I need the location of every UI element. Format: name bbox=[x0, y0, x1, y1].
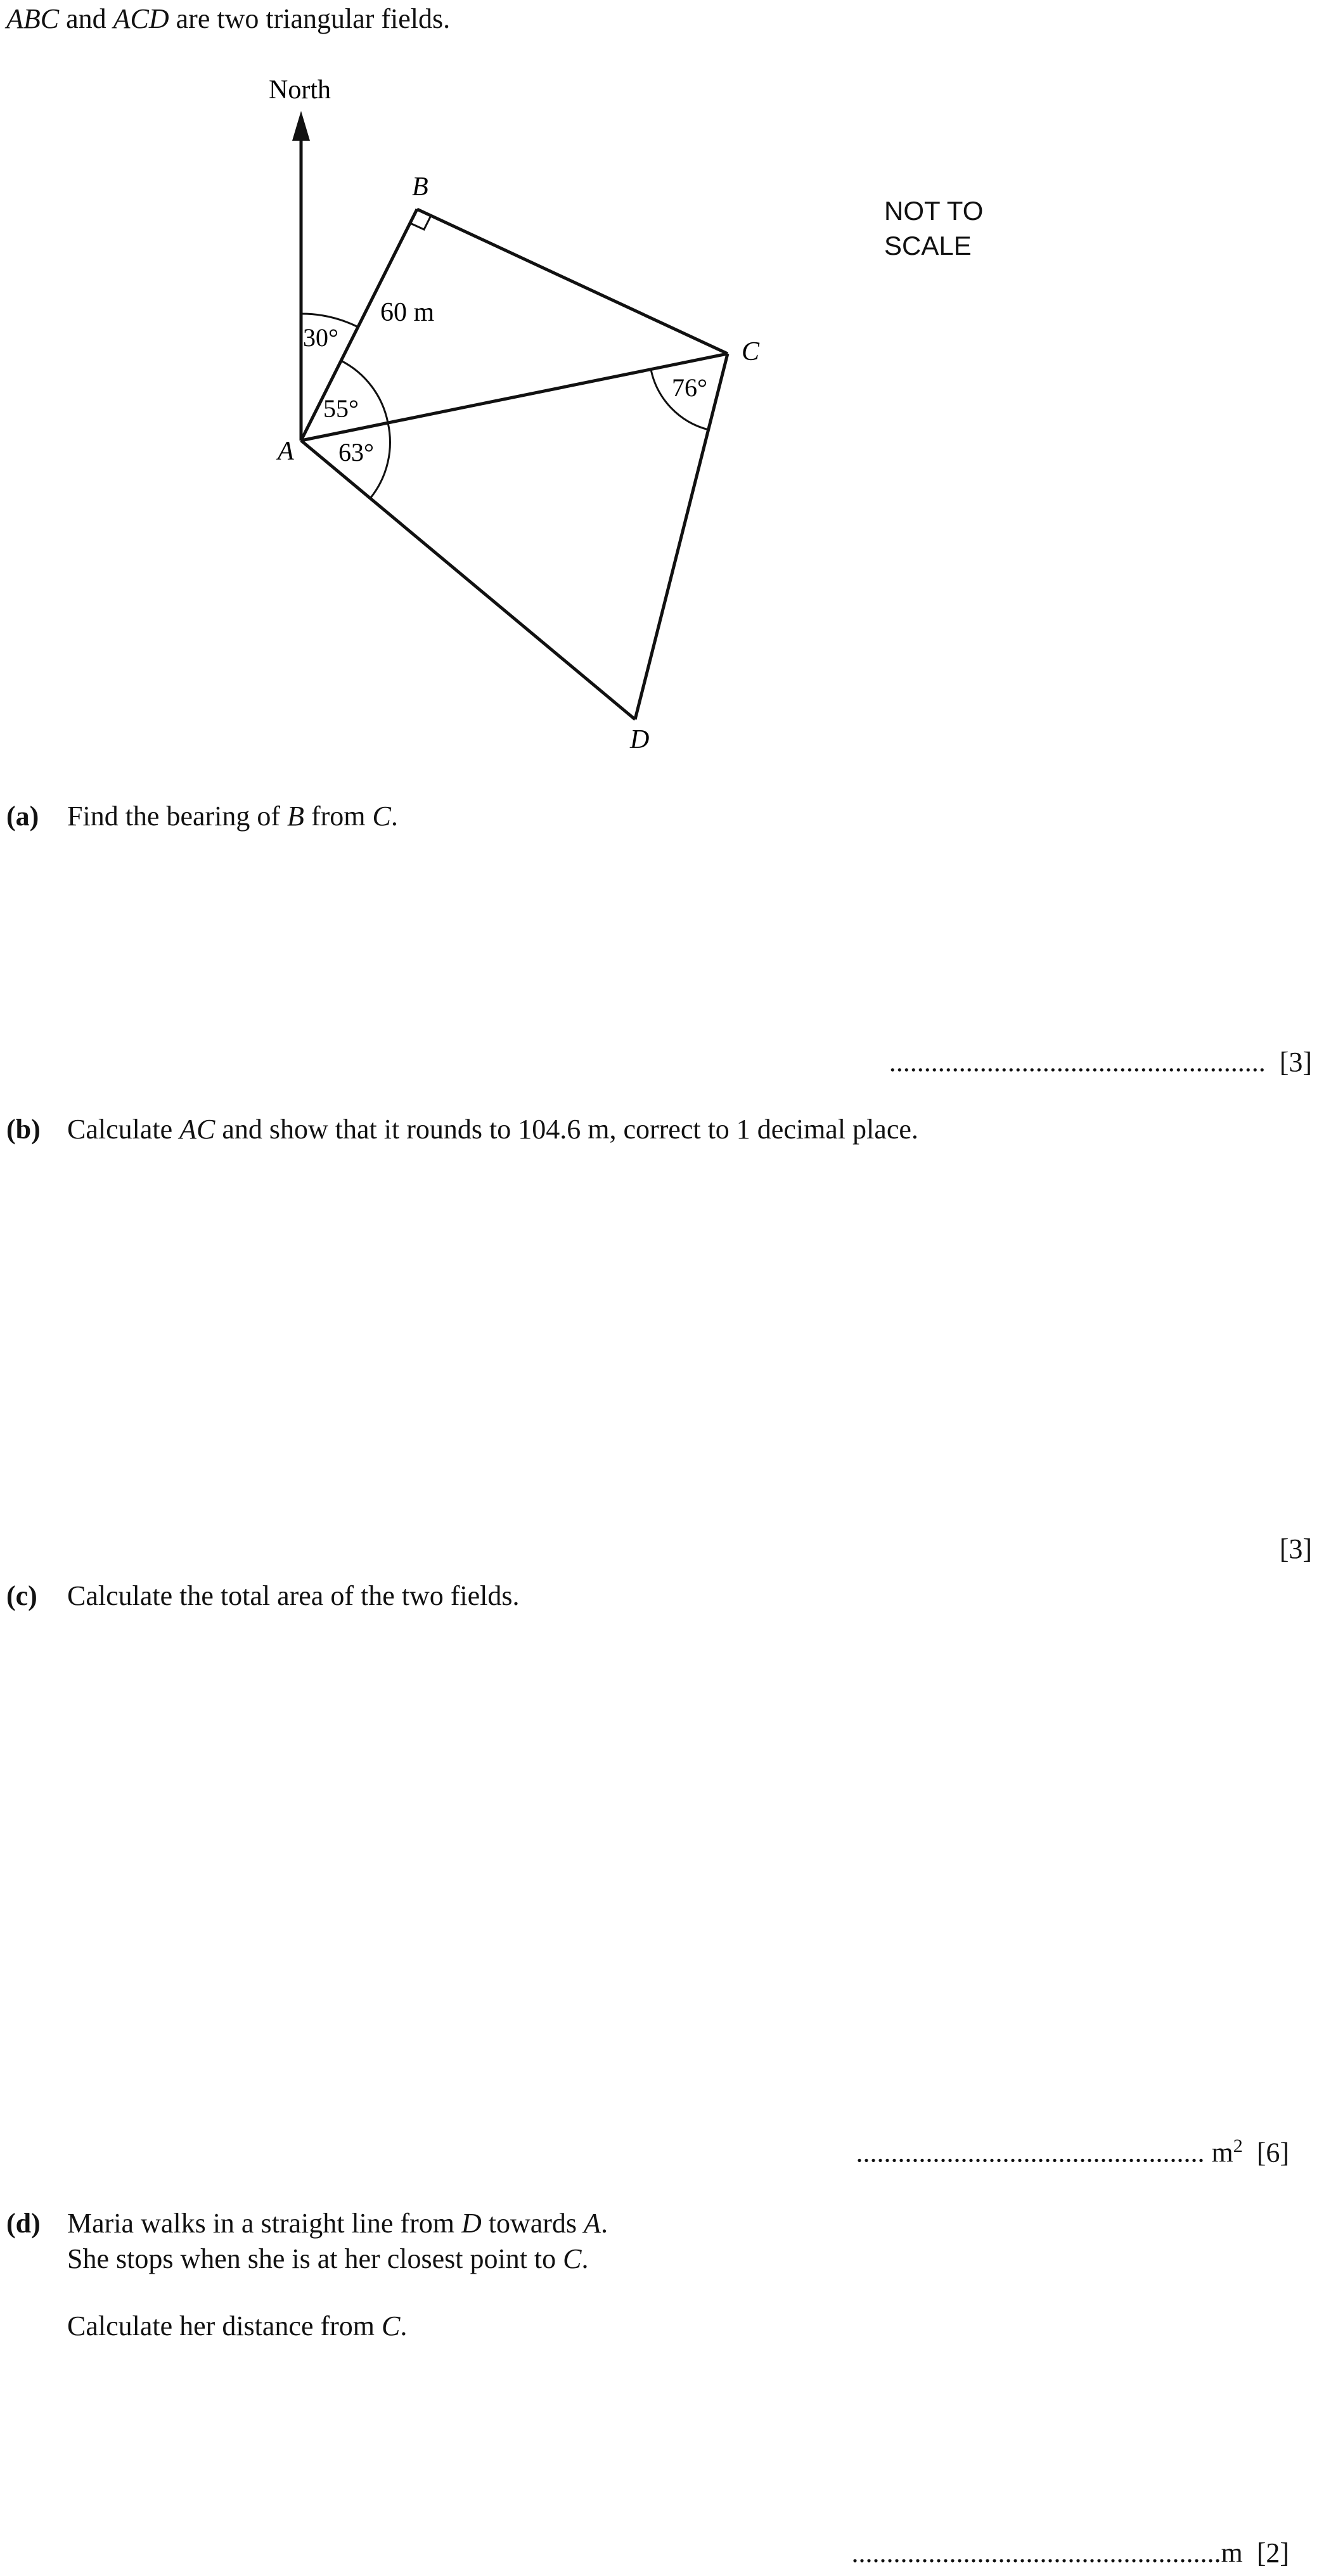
point-label-b: B bbox=[412, 172, 428, 202]
point-label-d: D bbox=[630, 725, 650, 754]
intro-text: ABC and ACD are two triangular fields. bbox=[6, 3, 451, 34]
point-label-c: C bbox=[742, 337, 760, 366]
angle-30-label: 30° bbox=[303, 323, 338, 352]
marks-c: [6] bbox=[1256, 2137, 1289, 2168]
unit-c-sup: 2 bbox=[1233, 2135, 1243, 2156]
question-c-text: Calculate the total area of the two fields. bbox=[67, 1580, 520, 1611]
marks-d: [2] bbox=[1256, 2537, 1289, 2568]
not-to-scale-note: NOT TO SCALE bbox=[884, 196, 984, 261]
question-c-label: (c) bbox=[6, 1580, 37, 1611]
question-b-label: (b) bbox=[6, 1114, 41, 1145]
question-b-text: Calculate AC and show that it rounds to 104.6 m, correct to 1 decimal place. bbox=[67, 1114, 918, 1145]
question-d-line1: Maria walks in a straight line from D towards A. bbox=[67, 2208, 608, 2239]
question-d-label: (d) bbox=[6, 2208, 41, 2239]
unit-d: m bbox=[1221, 2537, 1243, 2568]
question-a-label: (a) bbox=[6, 801, 39, 832]
answer-line-d[interactable]: ..................................................... bbox=[851, 2537, 1221, 2568]
triangle-diagram bbox=[0, 0, 1331, 761]
angle-76-label: 76° bbox=[672, 373, 707, 402]
north-arrow-head bbox=[292, 111, 310, 141]
side-cd bbox=[635, 354, 728, 719]
question-a-answer bbox=[889, 1046, 1312, 1079]
side-bc bbox=[417, 209, 728, 354]
north-label: North bbox=[269, 75, 331, 105]
answer-line-c[interactable]: .................................................. bbox=[856, 2137, 1205, 2168]
question-a-text: Find the bearing of B from C. bbox=[67, 801, 398, 832]
marks-a: [3] bbox=[1279, 1046, 1312, 1078]
side-ac bbox=[301, 354, 728, 441]
angle-55-label: 55° bbox=[323, 394, 359, 423]
side-ad bbox=[301, 441, 635, 719]
marks-b: [3] bbox=[1279, 1533, 1312, 1564]
question-d-line2: She stops when she is at her closest point to C. bbox=[67, 2243, 589, 2274]
angle-63-label: 63° bbox=[338, 438, 374, 467]
point-label-a: A bbox=[278, 437, 294, 466]
length-ab-label: 60 m bbox=[380, 298, 435, 327]
question-d-line3: Calculate her distance from C. bbox=[67, 2310, 408, 2341]
field-name-abc: ABC bbox=[6, 3, 60, 34]
field-name-acd: ACD bbox=[113, 3, 169, 34]
question-c-answer bbox=[856, 2135, 1289, 2170]
unit-c: m bbox=[1211, 2137, 1233, 2168]
answer-line-a[interactable]: ...................................................... bbox=[889, 1046, 1266, 1078]
question-d-answer bbox=[851, 2537, 1289, 2570]
